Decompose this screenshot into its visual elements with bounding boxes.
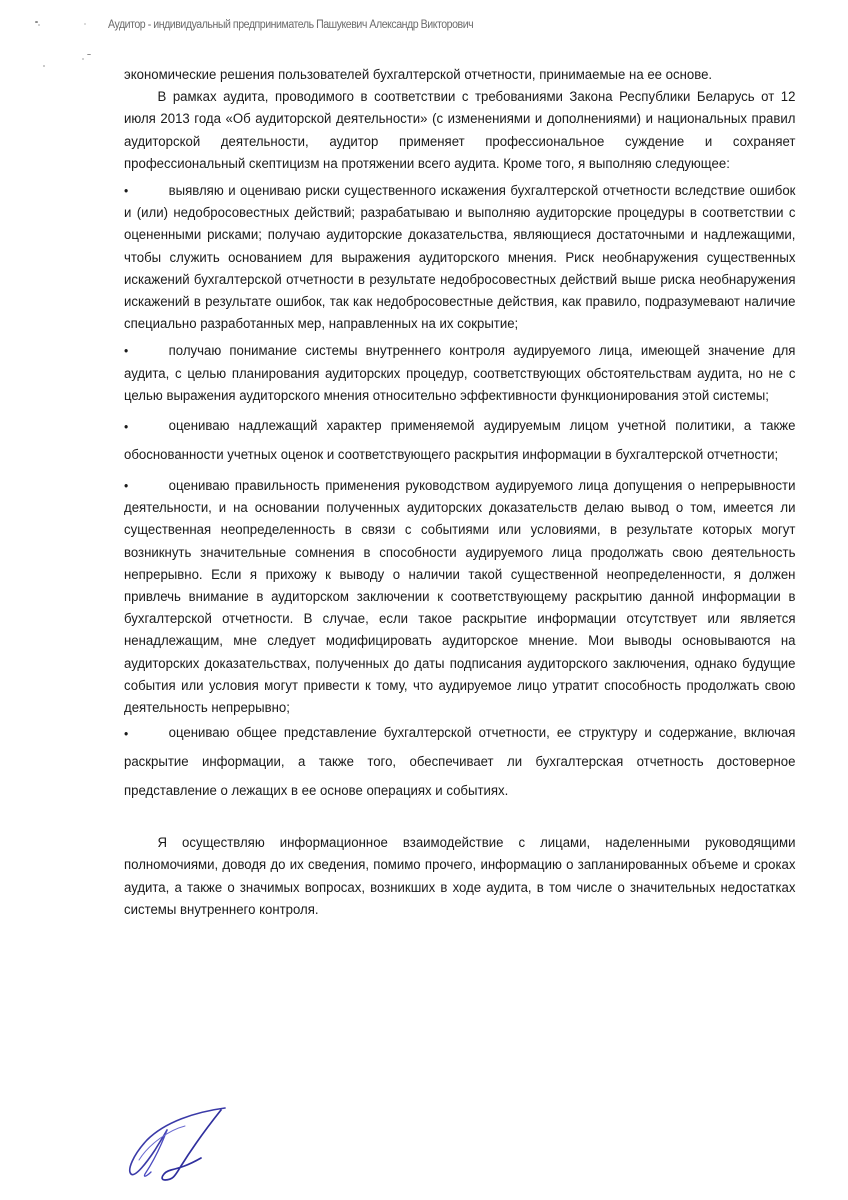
scan-speck: [82, 58, 84, 60]
bullet-item: [124, 412, 795, 470]
bullet-icon: •: [124, 478, 129, 494]
intro-paragraph: В рамках аудита, проводимого в соответствии с требованиями Закона Республики Беларусь от 12 июля 2013 года «Об аудиторской деятельности» (с изменениями и дополнениями) и национальных правил аудиторской деятельности, аудитор применяет профессиональное суждение и сохраняет профессиональный скептицизм на протяжении всего аудита. Кроме того, я выполняю следующее:: [124, 89, 796, 172]
bullet-item: [124, 180, 795, 335]
bullet-icon: •: [124, 343, 129, 359]
continuation-paragraph: экономические решения пользователей бухгалтерской отчетности, принимаемые на ее основе.: [124, 67, 713, 83]
scan-speck: [43, 65, 45, 67]
scan-speck: [87, 54, 91, 55]
scan-speck: [38, 24, 40, 26]
bullet-text: оцениваю правильность применения руководством аудируемого лица допущения о непрерывности деятельности, и на основании полученных аудиторских доказательств делаю вывод о том, имеется ли существенная неопределенность в связи с событиями или условиями, в результате которых могут возникнуть значительные сомнения в способности аудируемого лица продолжать свою деятельность непрерывно. Если я прихожу к выводу о наличии такой существенной неопределенности, я должен привлечь внимание в аудиторском заключении к соответствующему раскрытию данной информации в бухгалтерской отчетности. В случае, если такое раскрытие информации отсутствует или является ненадлежащим, мне следует модифицировать аудиторское мнение. Мои выводы основываются на аудиторских доказательствах, полученных до даты подписания аудиторского заключения, однако будущие события или условия могут привести к тому, что аудируемое лицо утратит способность продолжать свою деятельность непрерывно;: [124, 478, 796, 717]
bullet-text: оцениваю надлежащий характер применяемой аудируемым лицом учетной политики, а также обоснованности учетных оценок и соответствующего раскрытия информации в бухгалтерской отчетности;: [124, 418, 796, 464]
bullet-text: выявляю и оцениваю риски существенного искажения бухгалтерской отчетности вследствие ошибок и (или) недобросовестных действий; разрабатываю и выполняю аудиторские процедуры в соответствии с оцененными рисками; получаю аудиторские доказательства, являющиеся достаточными и надлежащими, чтобы служить основанием для выражения аудиторского мнения. Риск необнаружения существенных искажений бухгалтерской отчетности в результате недобросовестных действий выше риска необнаружения искажений в результате ошибок, так как недобросовестные действия, как правило, подразумевают наличие специально разработанных мер, направленных на их сокрытие;: [124, 183, 796, 333]
bullet-item: [124, 340, 795, 407]
bullet-item: [124, 719, 795, 806]
bullet-icon: •: [124, 726, 129, 742]
bullet-item: [124, 475, 795, 719]
bullet-icon: •: [124, 183, 129, 199]
page-header: Аудитор - индивидуальный предприниматель Пашукевич Александр Викторович: [108, 19, 474, 31]
scan-speck: [84, 23, 86, 25]
scan-speck: [35, 21, 38, 23]
bullet-text: получаю понимание системы внутреннего контроля аудируемого лица, имеющей значение для аудита, с целью планирования аудиторских процедур, соответствующих обстоятельствам аудита, но не с целью выражения аудиторского мнения относительно эффективности функционирования этой системы;: [124, 343, 796, 404]
bullet-icon: •: [124, 419, 129, 435]
document-body: [124, 64, 796, 921]
closing-paragraph: Я осуществляю информационное взаимодействие с лицами, наделенными руководящими полномочиями, доводя до их сведения, помимо прочего, информацию о запланированных объеме и сроках аудита, а также о значимых вопросах, возникших в ходе аудита, в том числе о значительных недостатках системы внутреннего контроля.: [124, 835, 796, 918]
bullet-text: оцениваю общее представление бухгалтерской отчетности, ее структуру и содержание, включая раскрытие информации, а также того, обеспечивает ли бухгалтерская отчетность достоверное представление о лежащих в ее основе операциях и событиях.: [124, 725, 796, 800]
signature-icon: [125, 1100, 235, 1190]
